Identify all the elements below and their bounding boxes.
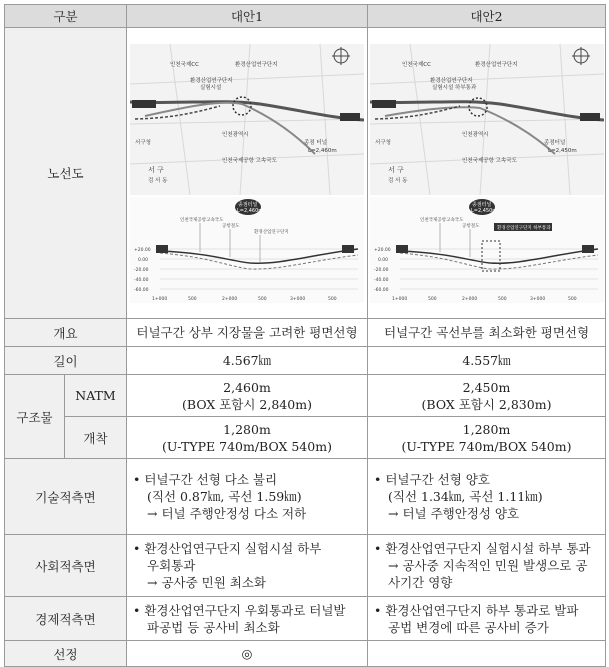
economic-row	[5, 597, 606, 641]
alt2-length: 4.557㎞	[368, 347, 606, 375]
alt2-profile-tunnel-length: L=2,450m	[470, 207, 497, 214]
alt1-profile-x5: 3+000	[290, 296, 306, 302]
alt2-eco-line-1: • 환경산업연구단지 하부 통과로 발파	[374, 602, 579, 618]
alt1-overview: 터널구간 상부 지장물을 고려한 평면선형	[127, 319, 368, 347]
technical-row	[5, 459, 606, 535]
alt2-map-label-highway: 인천국제공항 고속국도	[461, 157, 517, 164]
natm-label: NATM	[65, 375, 127, 417]
alt1-map-label-gu: 서 구	[148, 165, 164, 174]
alt2-profile-y4: -40.00	[373, 277, 389, 283]
alt2-map-label-gu: 서 구	[387, 165, 404, 174]
alt1-map-tunnel-name: 종점 터널	[304, 139, 328, 146]
alt2-soc-line-1: • 환경산업연구단지 실험시설 하부 통과	[374, 541, 591, 556]
alt2-profile-label-complex: 환경산업연구단지 하부통과	[496, 225, 551, 231]
alt1-profile-label-railway: 공항철도	[222, 223, 240, 229]
alt1-soc-line-3: → 공사중 민원 최소화	[147, 575, 266, 590]
alt1-map-label-dong: 검 서 동	[148, 177, 168, 184]
alt1-tech-line-1: • 터널구간 선형 다소 불리	[133, 472, 278, 487]
social-label: 사회적측면	[5, 535, 127, 597]
overview-label: 개요	[5, 319, 127, 347]
alt1-soc-line-1: • 환경산업연구단지 실험시설 하부	[133, 541, 322, 556]
alt1-map-tunnel-length: L=2,460m	[308, 147, 337, 154]
alt2-technical	[368, 459, 606, 535]
economic-label: 경제적측면	[5, 597, 127, 641]
alt2-map-label-district-office: 서구청	[374, 139, 391, 146]
alt2-cutcover	[368, 417, 606, 459]
alt2-profile-tunnel-name: 종점터널	[471, 201, 491, 208]
alt1-profile-x1: 1+000	[152, 296, 168, 302]
alt2-profile-label-highway: 인천국제공항고속국도	[419, 217, 463, 223]
alt2-profile-x6: 500	[567, 296, 577, 302]
alt1-profile-x3: 2+000	[222, 296, 238, 302]
header-row	[5, 5, 606, 28]
alt1-profile-y5: -60.00	[134, 287, 149, 293]
alt2-natm-box: (BOX 포함시 2,830m)	[421, 396, 552, 412]
alt2-profile-y2: 0.00	[377, 257, 388, 263]
alt1-cutcover	[127, 417, 368, 459]
alt1-natm-box: (BOX 포함시 2,840m)	[182, 396, 312, 412]
selection-row	[5, 641, 606, 667]
alt2-map-label-lab2: 실험시설 하부통과	[431, 84, 476, 91]
alt1-route-cell	[127, 28, 368, 319]
technical-label: 기술적측면	[5, 459, 127, 535]
alt1-tech-line-2: (직선 0.87㎞, 곡선 1.59㎞)	[147, 489, 302, 504]
alt2-map-tunnel-length: L=2,450m	[547, 147, 577, 154]
alt2-map-label-city: 인천광역시	[461, 131, 489, 138]
alt1-longitudinal-profile	[130, 197, 364, 303]
alt1-eco-line-2: 파공법 등 공사비 최소화	[147, 619, 280, 635]
length-label: 길이	[5, 347, 127, 375]
alt2-profile-x5: 3+000	[529, 296, 545, 302]
alt1-map-label-district-office: 서구청	[135, 139, 151, 146]
cutcover-row	[5, 417, 606, 459]
alt2-social	[368, 535, 606, 597]
alt2-profile-y3: -20.00	[373, 267, 389, 273]
alt2-profile-y5: -60.00	[373, 287, 389, 293]
alt1-profile-y4: -40.00	[134, 277, 149, 283]
social-row	[5, 535, 606, 597]
alt2-plan-map	[370, 44, 604, 195]
alt1-soc-line-2: 우회통과	[147, 558, 196, 573]
alt2-cutcover-types: (U-TYPE 740m/BOX 540m)	[401, 438, 572, 454]
alt1-eco-line-1: • 환경산업연구단지 우회통과로 터널발	[133, 602, 346, 618]
overview-row	[5, 319, 606, 347]
alt2-natm-length: 2,450m	[462, 379, 511, 395]
length-row	[5, 347, 606, 375]
alt1-tech-line-3: → 터널 주행안정성 다소 저하	[147, 506, 307, 521]
alt2-profile-x2: 500	[427, 296, 437, 302]
alt1-map-label-cc: 인천국제CC	[170, 61, 199, 68]
header-category: 구분	[5, 5, 127, 28]
alt1-map-label-lab: 환경산업연구단지	[190, 77, 233, 84]
alt1-profile-y1: +20.00	[134, 247, 151, 253]
alt2-soc-line-3: 사기간 영향	[388, 575, 453, 590]
alt1-profile-x2: 500	[188, 296, 197, 302]
structure-label: 구조물	[5, 375, 65, 459]
alt2-map-label-cc: 인천국제CC	[401, 61, 431, 68]
alt1-natm-length: 2,460m	[223, 379, 271, 395]
alt2-eco-line-2: 공법 변경에 따른 공사비 증가	[388, 619, 549, 635]
alt1-length: 4.567㎞	[127, 347, 368, 375]
alt1-profile-x6: 500	[328, 296, 337, 302]
alt2-map-label-complex: 환경산업연구단지	[474, 61, 518, 68]
alt2-selection-mark	[368, 641, 606, 667]
alt1-profile-tunnel-length: L=2,460m	[237, 207, 264, 214]
alt1-cutcover-length: 1,280m	[223, 421, 271, 437]
alt1-natm	[127, 375, 368, 417]
alt1-map-label-complex: 환경산업연구단지	[235, 61, 278, 68]
alt2-soc-line-2: → 공사중 지속적인 민원 발생으로 공	[388, 558, 588, 573]
alternatives-comparison-table	[4, 4, 606, 667]
alt1-economic	[127, 597, 368, 641]
alt1-selection-mark: ◎	[127, 641, 368, 667]
alt2-map-label-lab: 환경산업연구단지	[429, 77, 473, 84]
alt1-technical	[127, 459, 368, 535]
alt1-profile-x4: 500	[258, 296, 267, 302]
alt1-profile-label-complex: 환경산업연구단지	[254, 229, 289, 235]
alt1-cutcover-types: (U-TYPE 740m/BOX 540m)	[162, 438, 332, 454]
alt2-map-tunnel-name: 종점터널	[543, 139, 565, 146]
alt1-profile-y3: -20.00	[134, 267, 149, 273]
alt1-map-label-city: 인천광역시	[222, 131, 249, 138]
alt2-route-cell	[368, 28, 606, 319]
alt1-social	[127, 535, 368, 597]
alt1-plan-map	[130, 44, 364, 195]
alt1-profile-y2: 0.00	[138, 257, 149, 263]
alt2-longitudinal-profile	[370, 197, 604, 303]
comparison-table-wrapper	[4, 4, 606, 667]
alt2-tech-line-2: (직선 1.34㎞, 곡선 1.11㎞)	[388, 489, 543, 504]
alt2-profile-x3: 2+000	[461, 296, 477, 302]
cutcover-label: 개착	[65, 417, 127, 459]
alt2-natm	[368, 375, 606, 417]
alt2-profile-x4: 500	[497, 296, 507, 302]
header-alternative-2: 대안2	[368, 5, 606, 28]
alt2-cutcover-length: 1,280m	[462, 421, 511, 437]
header-alternative-1: 대안1	[127, 5, 368, 28]
alt2-overview: 터널구간 곡선부를 최소화한 평면선형	[368, 319, 606, 347]
alt2-profile-label-railway: 공항철도	[461, 223, 479, 229]
alt1-map-label-highway: 인천국제공항 고속국도	[222, 157, 277, 164]
route-row	[5, 28, 606, 319]
route-label: 노선도	[5, 28, 127, 319]
alt1-profile-label-highway: 인천국제공항고속국도	[180, 217, 224, 223]
selection-label: 선정	[5, 641, 127, 667]
alt2-map-label-dong: 검 서 동	[387, 177, 407, 184]
alt2-profile-y1: +20.00	[373, 247, 391, 253]
natm-row	[5, 375, 606, 417]
alt1-profile-tunnel-name: 종점터널	[238, 201, 258, 208]
alt2-economic	[368, 597, 606, 641]
alt2-tech-line-1: • 터널구간 선형 양호	[374, 472, 490, 487]
alt2-tech-line-3: → 터널 주행안정성 양호	[388, 506, 520, 521]
alt1-map-label-lab2: 실험시설	[200, 84, 222, 91]
alt2-profile-x1: 1+000	[391, 296, 407, 302]
